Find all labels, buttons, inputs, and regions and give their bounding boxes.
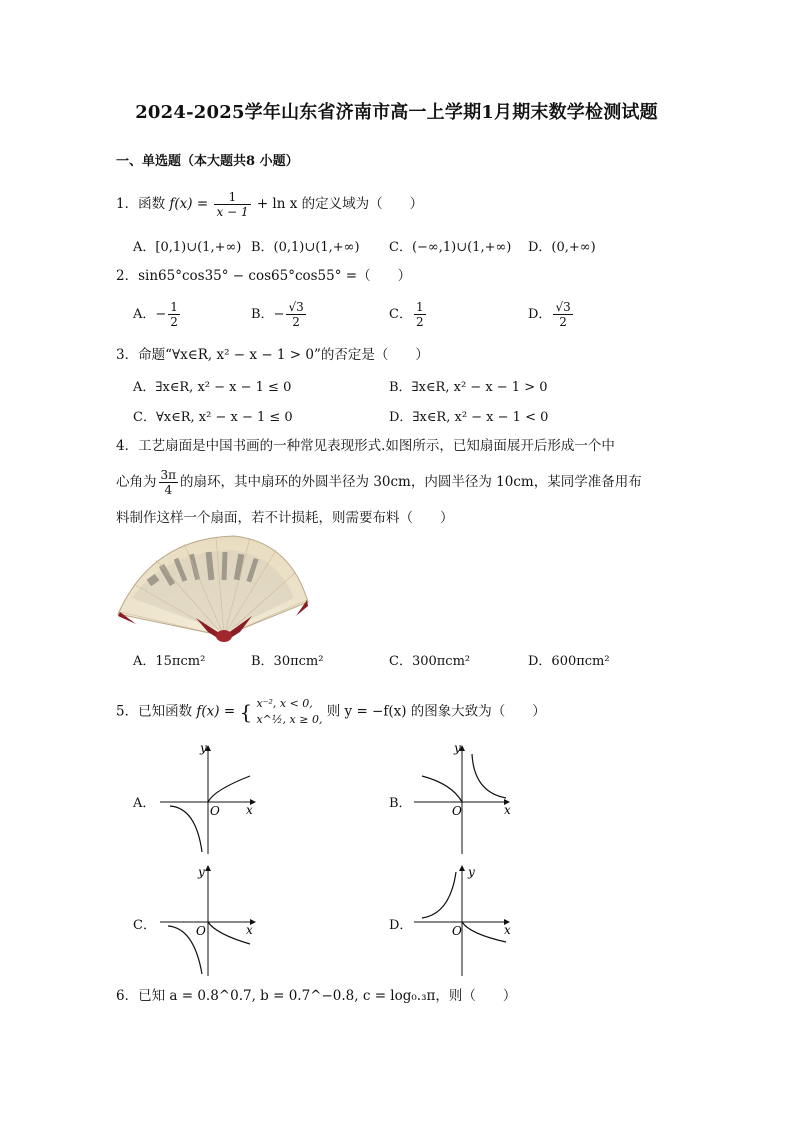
q5-option-c-label: C． — [133, 918, 156, 933]
q3-option-d: D．∃x∈R, x² − x − 1 < 0 — [389, 410, 549, 425]
q5-d-origin: O — [452, 924, 462, 938]
q2-a-sign: − — [155, 307, 167, 322]
q5-case-1: x⁻², x < 0, — [256, 697, 313, 710]
q5-c-axis-x: x — [246, 923, 253, 937]
q4-line-1: 4．工艺扇面是中国书画的一种常见表现形式.如图所示，已知扇面展开后形成一个中 — [116, 438, 615, 454]
q5-c-origin: O — [196, 924, 206, 938]
q3-option-a: A．∃x∈R, x² − x − 1 ≤ 0 — [133, 380, 292, 395]
q5-cases — [256, 696, 322, 728]
q2-option-a — [133, 300, 182, 329]
q3-option-c: C．∀x∈R, x² − x − 1 ≤ 0 — [133, 410, 293, 425]
q4-option-a: A．15πcm² — [133, 654, 206, 669]
q5-graph-c — [158, 862, 262, 978]
q2-a-num: 1 — [170, 300, 178, 314]
question-1 — [116, 190, 423, 219]
q5-b-axis-x: x — [504, 803, 511, 817]
section-heading: 一、单选题（本大题共8 小题） — [116, 154, 299, 169]
q2-b-label: B． — [251, 307, 274, 322]
q2-b-sign: − — [273, 307, 285, 322]
q2-c-fraction — [414, 300, 426, 329]
q5-fx: f(x) = — [196, 703, 236, 720]
question-5 — [116, 696, 546, 728]
q2-c-den: 2 — [415, 315, 424, 329]
q5-graph-d — [412, 862, 516, 978]
q5-graph-b — [412, 742, 516, 856]
q4-option-b: B．30πcm² — [251, 654, 324, 669]
q5-d-axis-y: y — [468, 865, 475, 879]
q5-b-axis-y: y — [454, 742, 461, 755]
q2-c-num: 1 — [415, 300, 424, 314]
q2-option-d — [528, 300, 575, 329]
q1-option-a: A．[0,1)∪(1,+∞) — [133, 240, 242, 255]
q2-b-den: 2 — [292, 315, 300, 329]
q5-b-origin: O — [452, 804, 462, 818]
q1-fraction — [214, 190, 250, 219]
q5-post: 则 y = −f(x) 的图象大致为（ ） — [326, 703, 546, 720]
question-2: 2．sin65°cos35° − cos65°cos55° =（ ） — [116, 268, 412, 284]
q4-line-2 — [116, 468, 642, 497]
page-title: 2024-2025学年山东省济南市高一上学期1月期末数学检测试题 — [135, 102, 658, 123]
q2-b-num: √3 — [288, 300, 304, 314]
q5-option-a-label: A． — [133, 796, 156, 811]
q5-graph-a — [158, 742, 262, 856]
q2-d-fraction — [553, 300, 572, 329]
q4-line2-pre: 心角为 — [116, 474, 157, 490]
q4-line2-post: 的扇环，其中扇环的外圆半径为 30cm，内圆半径为 10cm，某同学准备用布 — [180, 474, 642, 490]
q2-a-fraction — [168, 300, 180, 329]
question-6: 6．已知 a = 0.8^0.7, b = 0.7^−0.8, c = log₀.₃π，则（ ） — [116, 988, 517, 1004]
q1-frac-denominator: x − 1 — [216, 205, 249, 219]
q1-frac-numerator: 1 — [214, 190, 250, 205]
q2-d-num: √3 — [555, 300, 571, 314]
q4-option-d: D．600πcm² — [528, 654, 610, 669]
q5-option-d-label: D． — [389, 918, 413, 933]
q5-option-b-label: B． — [389, 796, 412, 811]
folding-fan-image — [112, 532, 310, 644]
q1-option-b: B．(0,1)∪(1,+∞) — [251, 240, 360, 255]
question-3: 3．命题“∀x∈R, x² − x − 1 > 0”的否定是（ ） — [116, 347, 429, 363]
q5-d-axis-x: x — [504, 923, 511, 937]
q5-a-origin: O — [210, 804, 220, 818]
q3-option-b: B．∃x∈R, x² − x − 1 > 0 — [389, 380, 548, 395]
q1-option-d: D．(0,+∞) — [528, 240, 596, 255]
q4-angle-fraction — [159, 468, 179, 497]
q5-brace: { — [239, 700, 253, 724]
q2-d-den: 2 — [559, 315, 567, 329]
q1-rest: + ln x 的定义域为（ ） — [256, 196, 424, 212]
q4-angle-den: 4 — [164, 483, 173, 497]
q1-number: 1．函数 — [116, 196, 166, 212]
q1-fx: f(x) = — [169, 196, 209, 212]
q1-option-c: C．(−∞,1)∪(1,+∞) — [389, 240, 512, 255]
q2-option-c — [389, 300, 428, 329]
q2-a-den: 2 — [170, 315, 178, 329]
q4-option-c: C．300πcm² — [389, 654, 471, 669]
q4-angle-num: 3π — [160, 468, 177, 482]
q5-pre: 5．已知函数 — [116, 703, 193, 720]
q2-d-label: D． — [528, 307, 552, 322]
q5-a-axis-y: y — [200, 742, 207, 755]
q2-c-label: C． — [389, 307, 412, 322]
q4-line-3: 料制作这样一个扇面，若不计损耗，则需要布料（ ） — [116, 510, 454, 526]
q2-b-fraction — [286, 300, 305, 329]
q5-c-axis-y: y — [198, 865, 205, 879]
q5-case-2: x^½, x ≥ 0, — [256, 713, 323, 726]
q5-a-axis-x: x — [246, 803, 253, 817]
q2-option-b — [251, 300, 308, 329]
q2-a-label: A． — [133, 307, 156, 322]
